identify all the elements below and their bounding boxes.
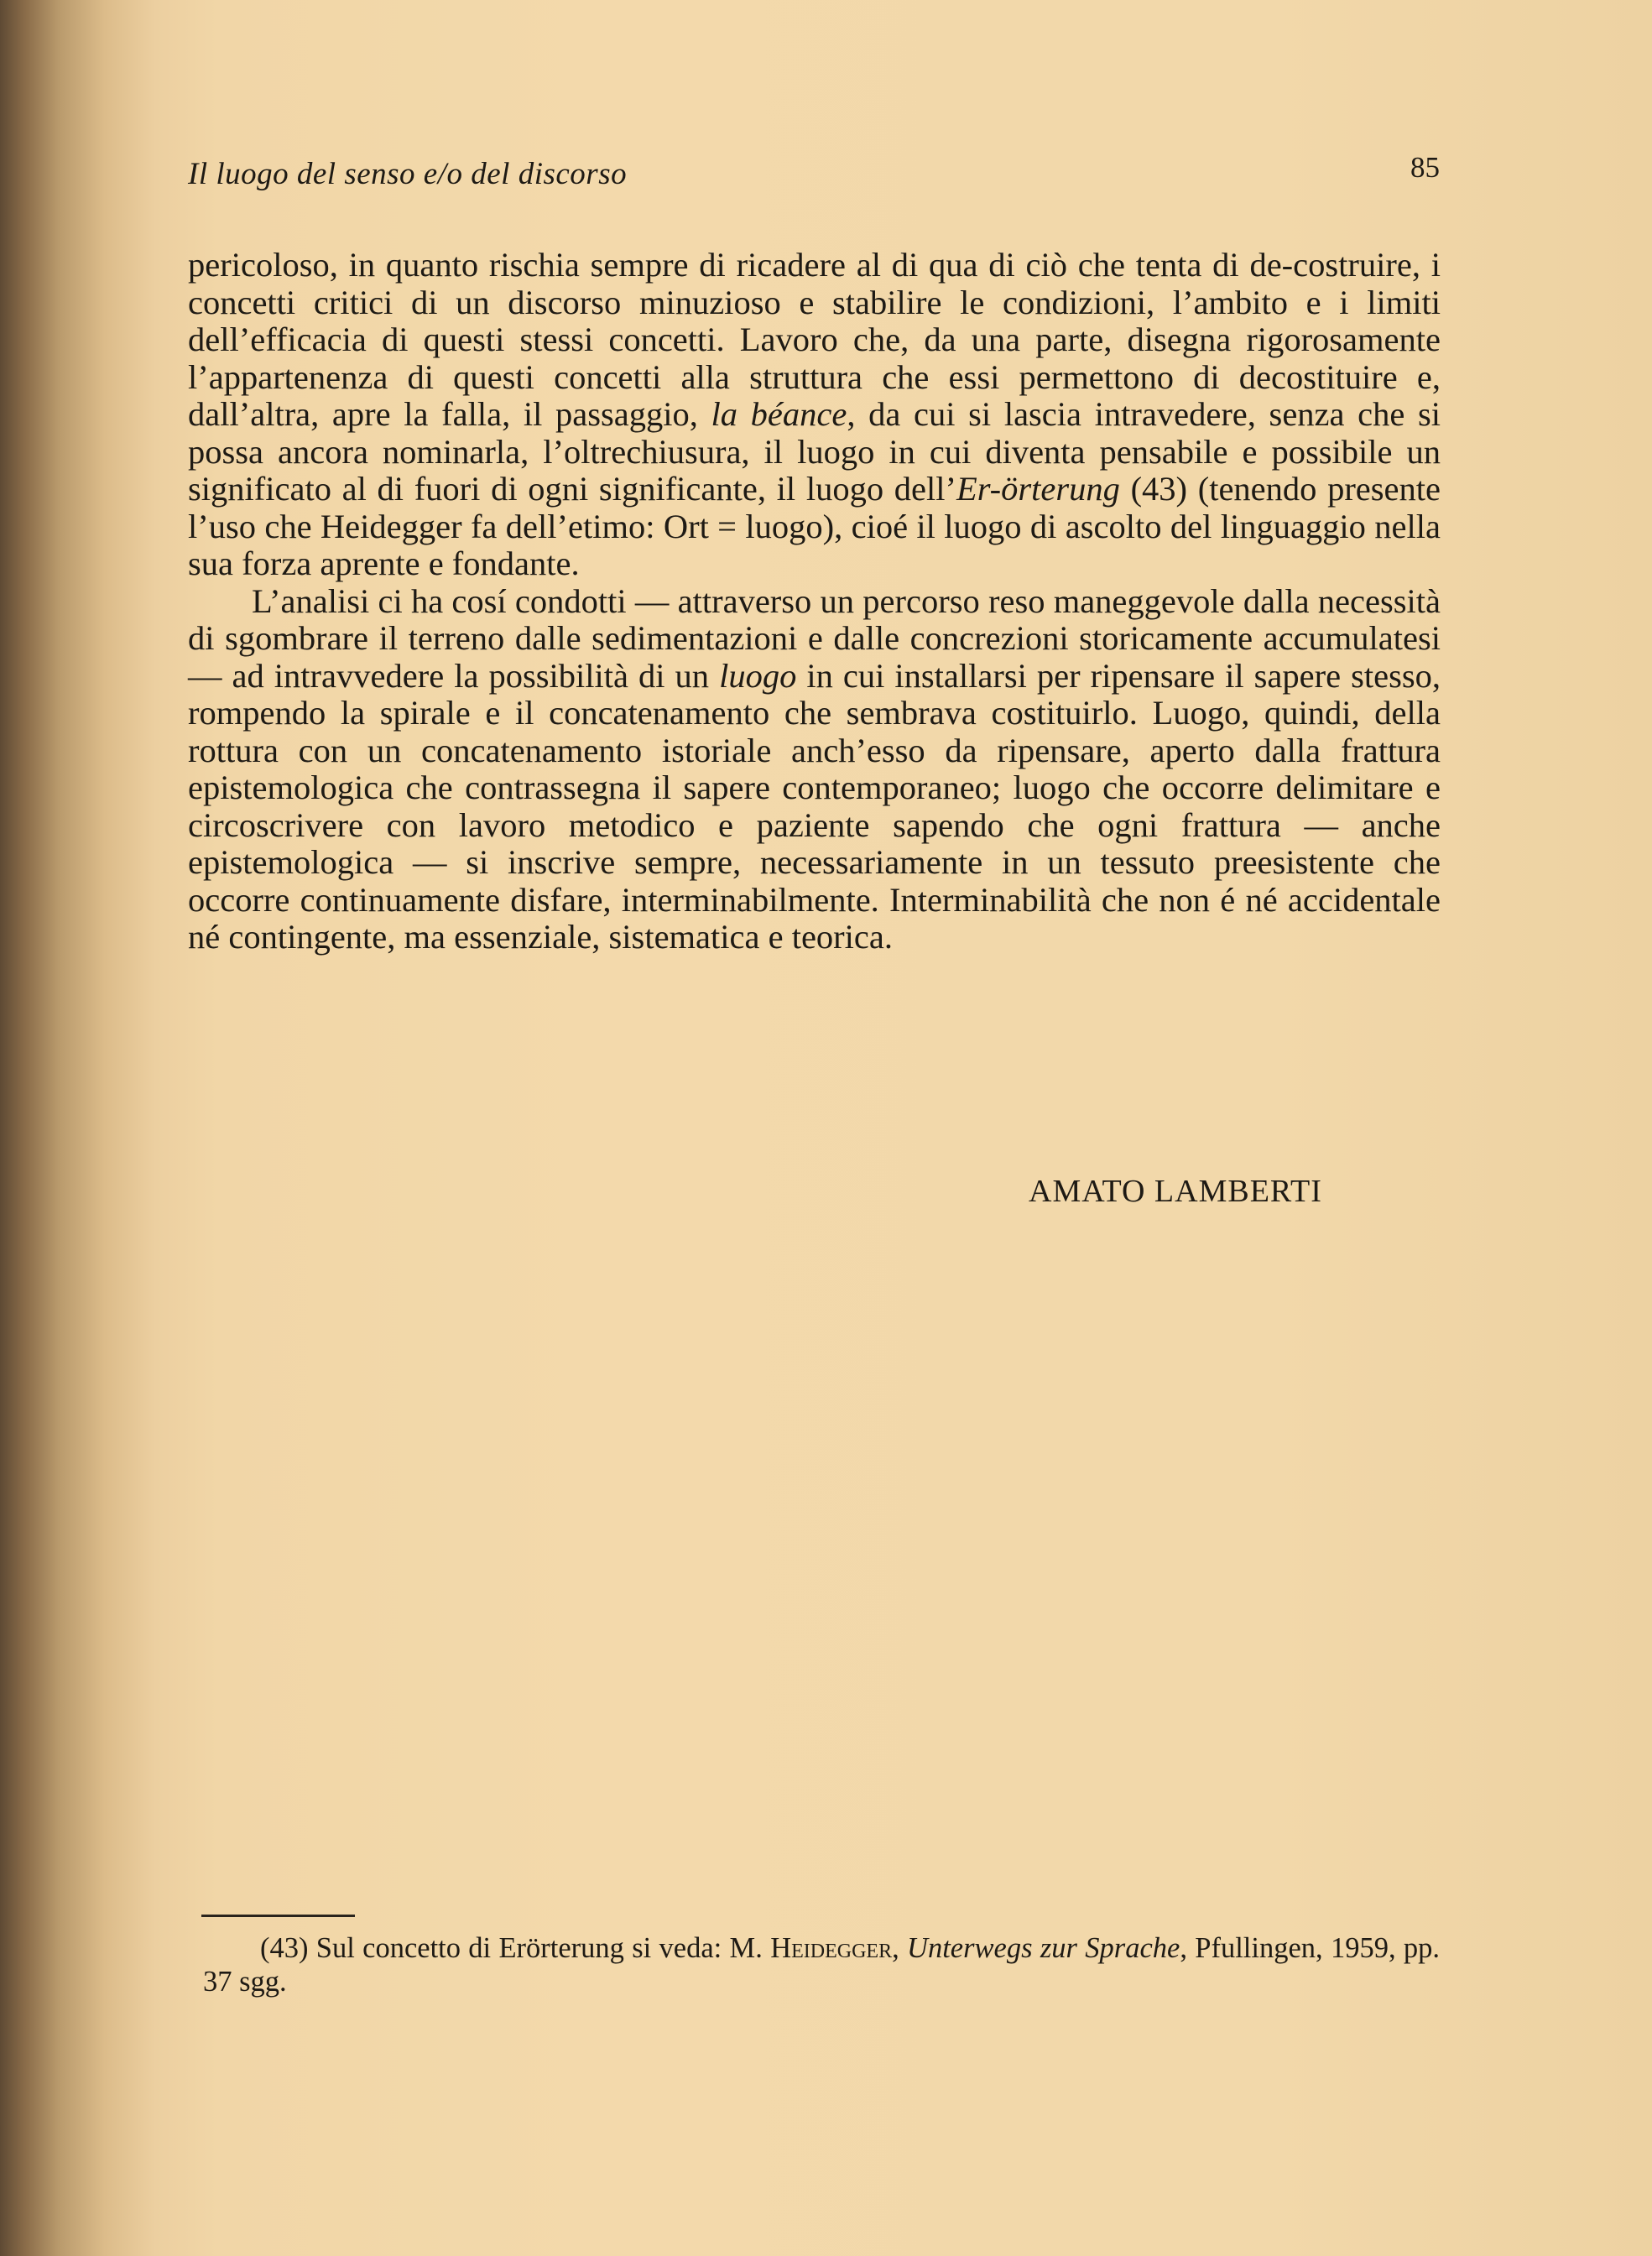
paragraph-1-italic-a: la béance — [711, 395, 847, 433]
paragraph-1-text-b: , da cui si lascia intravedere, senza che si possa ancora nominarla, l’oltrechiusura, il luogo in cui diventa pensabile e possibile un significato al di fuori di ogni significante, il luogo dell’ — [188, 395, 1441, 508]
paragraph-1-text-c: (43) (tenendo presente l’uso che Heidegger fa dell’etimo: Ort = luogo), cioé il luogo di ascolto del linguaggio nella sua forza aprente e fondante. — [188, 470, 1441, 582]
footnote-text — [203, 1931, 1440, 1998]
body-text — [188, 247, 1441, 956]
author-signature: AMATO LAMBERTI — [1029, 1174, 1322, 1209]
paragraph-1-text-a: pericoloso, in quanto rischia sempre di ricadere al di qua di ciò che tenta di de-costruire, i concetti critici di un discorso minuzioso e stabilire le condizioni, l’ambito e i limiti dell’efficacia di questi stessi concetti. Lavoro che, da una parte, disegna rigorosamente l’appartenenza di questi concetti alla struttura che essi permettono di decostituire e, dall’altra, apre la falla, il passaggio, — [188, 246, 1441, 433]
page-number: 85 — [1410, 151, 1440, 184]
footnote-title: Unterwegs zur Sprache — [907, 1932, 1180, 1964]
footnote-suffix: , Pfullingen, 1959, pp. 37 sgg. — [203, 1932, 1441, 1998]
footnote-comma: , — [892, 1932, 908, 1964]
paragraph-1-italic-b: Er-örterung — [956, 470, 1120, 508]
paragraph-2-text-a: L’analisi ci ha cosí condotti — attraverso un percorso reso maneggevole dalla necessità di sgombrare il terreno dalle sedimentazioni e dalle concrezioni storicamente accumulatesi — ad intravvedere la possibilità di un — [188, 581, 1441, 695]
paragraph-2-text-b: in cui installarsi per ripensare il sapere stesso, rompendo la spirale e il concatenamento che sembrava costituirlo. Luogo, quindi, della rottura con un concatenamento istoriale anch’esso da ripensare, aperto dalla frattura epistemologica che contrassegna il sapere contemporaneo; luogo che occorre delimitare e circoscrivere con lavoro metodico e paziente sapendo che ogni frattura — anche epistemologica — si inscrive sempre, necessariamente in un tessuto preesistente che occorre continuamente disfare, interminabilmente. Interminabilità che non é né accidentale né contingente, ma essenziale, sistematica e teorica. — [188, 656, 1441, 956]
footnote-43 — [203, 1931, 1440, 1998]
footnote-prefix: (43) Sul concetto di Erörterung si veda: M. — [260, 1932, 771, 1964]
footnote-author: Heidegger — [770, 1932, 893, 1964]
page-header — [188, 151, 1440, 198]
paragraph-1 — [188, 247, 1441, 583]
running-title: Il luogo del senso e/o del discorso — [188, 157, 628, 191]
paragraph-2 — [188, 583, 1441, 956]
footnote-divider — [201, 1915, 355, 1917]
paragraph-2-italic-a: luogo — [719, 656, 797, 695]
